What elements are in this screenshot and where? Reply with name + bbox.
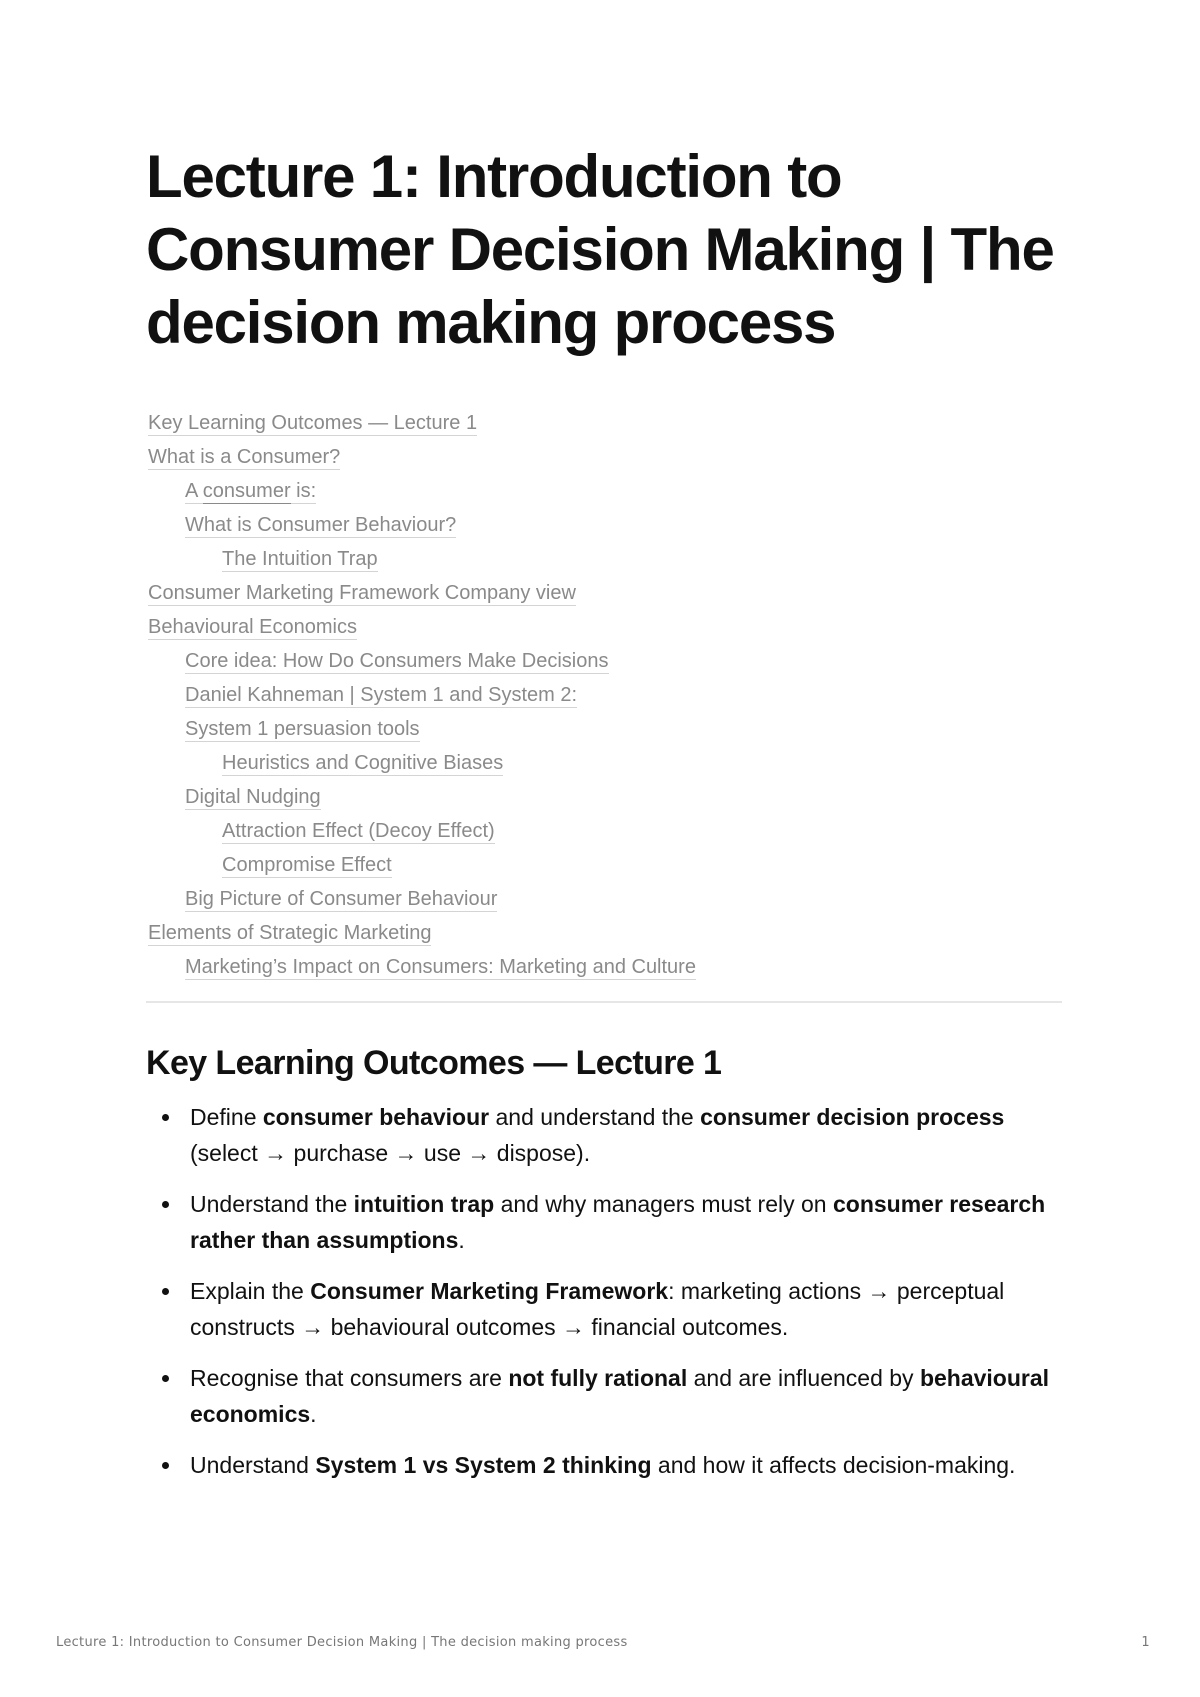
- toc-link-label: Digital Nudging: [185, 786, 321, 808]
- toc-link-label: Key Learning Outcomes — Lecture 1: [148, 412, 478, 434]
- text: Understand the: [190, 1191, 354, 1217]
- toc-link-label-part: is:: [290, 480, 317, 502]
- bold-text: Consumer Marketing Framework: [310, 1278, 669, 1304]
- page-footer: [56, 1635, 1150, 1650]
- bold-text: consumer decision process: [700, 1104, 1005, 1130]
- toc-link[interactable]: [146, 644, 1062, 678]
- text: and how it affects decision-making.: [651, 1452, 1016, 1478]
- text: and why managers must rely on: [494, 1191, 833, 1217]
- toc-link[interactable]: [146, 576, 1062, 610]
- toc-link[interactable]: [146, 916, 1062, 950]
- toc-link[interactable]: [146, 950, 1062, 984]
- toc-link[interactable]: [146, 678, 1062, 712]
- bold-text: not fully rational: [508, 1365, 688, 1391]
- toc-link-label: Big Picture of Consumer Behaviour: [185, 888, 498, 910]
- divider: [146, 1001, 1062, 1003]
- list-item: [146, 1186, 1070, 1258]
- text: Recognise that consumers are: [190, 1365, 509, 1391]
- toc-link-label-part: A: [185, 480, 203, 502]
- toc-link-label: Core idea: How Do Consumers Make Decisions: [185, 650, 609, 672]
- section-heading: Key Learning Outcomes — Lecture 1: [146, 1044, 722, 1082]
- toc-link[interactable]: [146, 848, 1062, 882]
- toc-link-label: The Intuition Trap: [222, 548, 378, 570]
- bold-text: intuition trap: [353, 1191, 495, 1217]
- toc-link-label: Heuristics and Cognitive Biases: [222, 752, 504, 774]
- bold-text: consumer research rather than assumptions: [190, 1191, 1046, 1253]
- toc-link-label: [185, 480, 316, 503]
- toc-link-label: Behavioural Economics: [148, 616, 357, 638]
- table-of-contents: [146, 406, 1062, 984]
- toc-link-label: Compromise Effect: [222, 854, 392, 876]
- bullet-icon: [162, 1201, 169, 1208]
- toc-link[interactable]: [146, 542, 1062, 576]
- toc-link[interactable]: [146, 474, 1062, 508]
- text: .: [458, 1227, 465, 1253]
- page-content: [146, 140, 1062, 1498]
- toc-link-label: What is a Consumer?: [148, 446, 341, 468]
- list-item: [146, 1273, 1070, 1345]
- toc-link[interactable]: [146, 610, 1062, 644]
- page-number: 1: [1141, 1635, 1150, 1650]
- toc-link-label-part: consumer: [202, 480, 291, 502]
- toc-link[interactable]: [146, 780, 1062, 814]
- text: (select → purchase → use → dispose).: [190, 1140, 591, 1166]
- toc-link-label: Attraction Effect (Decoy Effect): [222, 820, 495, 842]
- text: and are influenced by: [687, 1365, 920, 1391]
- toc-link-label: Consumer Marketing Framework Company view: [148, 582, 576, 604]
- text: .: [310, 1401, 317, 1427]
- page-title: Lecture 1: Introduction to Consumer Decision Making | The decision making process: [146, 143, 1054, 356]
- toc-link-label: System 1 persuasion tools: [185, 718, 420, 740]
- toc-link-label: Daniel Kahneman | System 1 and System 2:: [185, 684, 578, 706]
- bullet-icon: [162, 1462, 169, 1469]
- text: and understand the: [489, 1104, 701, 1130]
- list-item: [146, 1447, 1070, 1483]
- bullet-icon: [162, 1375, 169, 1382]
- text: Define: [190, 1104, 263, 1130]
- list-item: [146, 1099, 1070, 1171]
- text: Explain the: [190, 1278, 311, 1304]
- list-item: [146, 1360, 1070, 1432]
- bold-text: System 1 vs System 2 thinking: [315, 1452, 652, 1478]
- toc-link[interactable]: [146, 712, 1062, 746]
- bullet-icon: [162, 1288, 169, 1295]
- toc-link[interactable]: [146, 440, 1062, 474]
- toc-link-label: Elements of Strategic Marketing: [148, 922, 432, 944]
- toc-link-label: Marketing’s Impact on Consumers: Marketing and Culture: [185, 956, 696, 978]
- text: Understand: [190, 1452, 316, 1478]
- toc-link-label: What is Consumer Behaviour?: [185, 514, 457, 536]
- toc-link[interactable]: [146, 882, 1062, 916]
- footer-title: Lecture 1: Introduction to Consumer Decision Making | The decision making process: [56, 1635, 628, 1650]
- learning-outcomes-list: [146, 1099, 1062, 1483]
- text: : marketing actions → perceptual constructs → behavioural outcomes → financial outcomes.: [190, 1278, 1005, 1340]
- toc-link[interactable]: [146, 406, 1062, 440]
- bold-text: consumer behaviour: [262, 1104, 490, 1130]
- toc-link[interactable]: [146, 508, 1062, 542]
- bold-text: behavioural economics: [190, 1365, 1050, 1427]
- bullet-icon: [162, 1114, 169, 1121]
- toc-link[interactable]: [146, 746, 1062, 780]
- toc-link[interactable]: [146, 814, 1062, 848]
